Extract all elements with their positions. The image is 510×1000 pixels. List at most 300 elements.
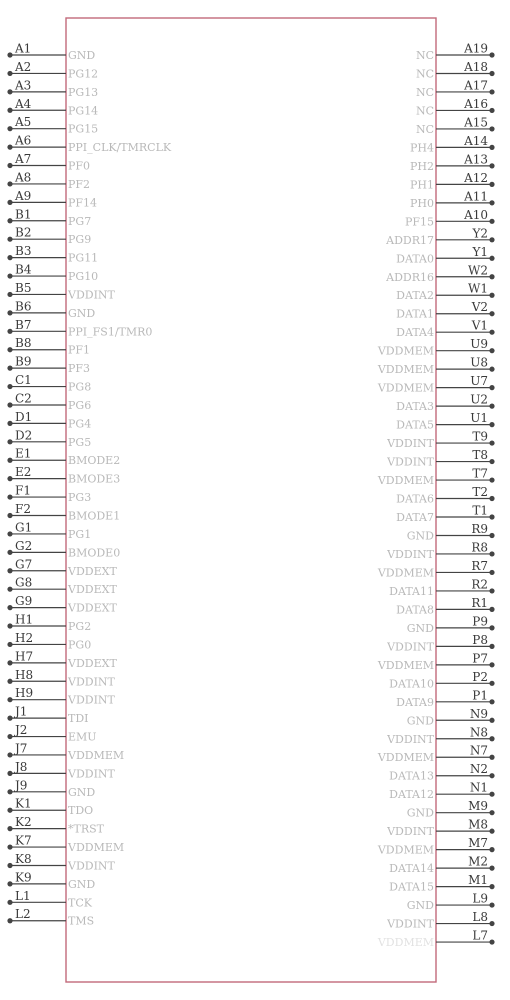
pin-name: NC bbox=[415, 85, 434, 99]
pin-name: TMS bbox=[68, 914, 95, 928]
right-pin-n2 bbox=[389, 762, 494, 783]
pin-name: NC bbox=[415, 122, 434, 136]
left-pin-h1 bbox=[7, 613, 91, 634]
pin-end-dot bbox=[7, 771, 12, 776]
pin-end-dot bbox=[489, 404, 494, 409]
right-pin-p9 bbox=[407, 614, 495, 635]
pin-number: P8 bbox=[472, 632, 488, 647]
pin-name: DATA7 bbox=[396, 511, 434, 524]
left-pin-j8 bbox=[7, 760, 115, 781]
pin-number: R8 bbox=[471, 540, 488, 555]
pin-number: A11 bbox=[464, 189, 488, 204]
pin-number: A16 bbox=[464, 96, 488, 111]
pin-name: DATA9 bbox=[396, 695, 434, 709]
pin-end-dot bbox=[489, 736, 494, 741]
pin-name: PG11 bbox=[68, 251, 99, 265]
left-pin-group bbox=[7, 42, 171, 928]
pin-number: A17 bbox=[464, 78, 488, 93]
pin-end-dot bbox=[489, 385, 494, 390]
pin-number: A5 bbox=[15, 115, 32, 130]
pin-name: ADDR17 bbox=[386, 233, 434, 247]
pin-number: K8 bbox=[15, 851, 32, 866]
pin-name: GND bbox=[68, 49, 96, 62]
pin-name: VDDMEM bbox=[377, 566, 434, 580]
pin-number: L8 bbox=[472, 910, 488, 925]
right-pin-w2 bbox=[385, 263, 494, 284]
right-pin-w1 bbox=[396, 282, 494, 303]
pin-name: VDDINT bbox=[387, 437, 434, 451]
pin-number: A8 bbox=[15, 170, 32, 185]
right-pin-a13 bbox=[410, 152, 495, 173]
right-pin-m2 bbox=[389, 855, 494, 876]
pin-name: PG10 bbox=[68, 270, 99, 284]
left-pin-b7 bbox=[7, 318, 152, 339]
pin-name: VDDMEM bbox=[377, 751, 434, 765]
right-pin-p1 bbox=[396, 688, 494, 709]
pin-number: T7 bbox=[472, 466, 488, 481]
right-pin-u2 bbox=[396, 393, 494, 414]
right-pin-n1 bbox=[389, 781, 494, 802]
right-pin-y2 bbox=[385, 226, 494, 247]
pin-name: PPI_FS1/TMR0 bbox=[68, 325, 153, 339]
pin-end-dot bbox=[7, 163, 12, 168]
pin-end-dot bbox=[7, 660, 12, 665]
pin-name: DATA12 bbox=[389, 788, 434, 802]
pin-number: U7 bbox=[470, 374, 488, 389]
pin-end-dot bbox=[489, 681, 494, 686]
left-pin-b3 bbox=[7, 244, 98, 265]
pin-end-dot bbox=[7, 752, 12, 757]
pin-name: PG1 bbox=[68, 527, 92, 541]
right-pin-t9 bbox=[386, 430, 494, 451]
pin-number: F2 bbox=[15, 502, 31, 516]
pin-name: DATA4 bbox=[396, 326, 434, 340]
pin-end-dot bbox=[7, 789, 12, 794]
pin-end-dot bbox=[7, 605, 12, 610]
left-pin-k8 bbox=[7, 852, 115, 873]
pin-end-dot bbox=[7, 71, 12, 76]
pin-name: DATA6 bbox=[396, 492, 434, 506]
pin-name: NC bbox=[415, 67, 434, 81]
left-pin-j9 bbox=[7, 778, 95, 799]
right-pin-l9 bbox=[407, 892, 495, 913]
pin-end-dot bbox=[489, 126, 494, 131]
pin-name: TDI bbox=[68, 712, 89, 726]
pin-end-dot bbox=[7, 329, 12, 334]
pin-end-dot bbox=[7, 181, 12, 186]
pin-name: PG5 bbox=[68, 435, 92, 449]
pin-end-dot bbox=[489, 884, 494, 889]
pin-name: DATA1 bbox=[396, 307, 434, 321]
pin-name: VDDMEM bbox=[377, 474, 434, 488]
pin-name: VDDMEM bbox=[68, 841, 125, 855]
pin-number: P2 bbox=[472, 669, 488, 684]
pin-name: PG3 bbox=[68, 491, 92, 505]
left-pin-k9 bbox=[7, 870, 95, 891]
pin-name: PG12 bbox=[68, 67, 99, 81]
left-pin-c2 bbox=[7, 391, 91, 412]
pin-end-dot bbox=[489, 662, 494, 667]
pin-number: U1 bbox=[470, 411, 488, 426]
pin-end-dot bbox=[7, 126, 12, 131]
pin-number: A15 bbox=[464, 115, 488, 130]
pin-number: R2 bbox=[471, 577, 488, 592]
right-pin-y1 bbox=[396, 245, 494, 266]
left-pin-b4 bbox=[7, 263, 98, 284]
pin-name: NC bbox=[415, 104, 434, 118]
pin-end-dot bbox=[7, 145, 12, 150]
pin-number: M2 bbox=[468, 854, 488, 869]
pin-end-dot bbox=[489, 902, 494, 907]
left-pin-h2 bbox=[7, 631, 91, 652]
right-pin-m9 bbox=[407, 799, 495, 820]
pin-number: P1 bbox=[472, 688, 488, 703]
pin-name: VDDMEM bbox=[377, 363, 434, 377]
pin-name: VDDEXT bbox=[68, 583, 117, 597]
pin-end-dot bbox=[7, 513, 12, 518]
pin-number: J9 bbox=[15, 778, 28, 793]
pin-name: VDDINT bbox=[387, 917, 434, 931]
pin-end-dot bbox=[7, 476, 12, 481]
left-pin-l2 bbox=[7, 907, 94, 928]
right-pin-a14 bbox=[410, 134, 495, 155]
pin-name: PF1 bbox=[68, 343, 91, 357]
right-pin-v2 bbox=[396, 300, 494, 321]
pin-name: *TRST bbox=[68, 822, 104, 836]
left-pin-a8 bbox=[7, 170, 90, 191]
pin-end-dot bbox=[489, 755, 494, 760]
pin-name: DATA10 bbox=[389, 677, 434, 691]
pin-number: K7 bbox=[15, 833, 32, 848]
pin-name: DATA15 bbox=[389, 880, 434, 894]
pin-end-dot bbox=[489, 829, 494, 834]
pin-end-dot bbox=[489, 699, 494, 704]
pin-number: B5 bbox=[15, 280, 32, 295]
pin-number: V2 bbox=[471, 300, 488, 315]
pin-name: PG7 bbox=[68, 214, 92, 228]
pin-end-dot bbox=[7, 900, 12, 905]
pin-name: VDDINT bbox=[387, 640, 434, 654]
pin-name: BMODE2 bbox=[68, 454, 121, 468]
left-pin-a3 bbox=[7, 78, 98, 99]
pin-number: L2 bbox=[15, 907, 31, 922]
right-pin-r8 bbox=[386, 540, 494, 561]
pin-number: G2 bbox=[15, 538, 33, 553]
pin-end-dot bbox=[489, 625, 494, 630]
pin-end-dot bbox=[489, 293, 494, 298]
pin-name: PF0 bbox=[68, 159, 91, 173]
pin-end-dot bbox=[489, 348, 494, 353]
pin-end-dot bbox=[7, 108, 12, 113]
pin-number: M9 bbox=[468, 799, 488, 814]
left-pin-j1 bbox=[7, 705, 88, 726]
right-pin-n8 bbox=[386, 725, 494, 746]
pin-end-dot bbox=[7, 918, 12, 923]
pin-end-dot bbox=[7, 881, 12, 886]
right-pin-r1 bbox=[396, 596, 494, 617]
pin-name: PG9 bbox=[68, 233, 92, 247]
pin-name: VDDEXT bbox=[68, 601, 117, 615]
right-pin-a11 bbox=[410, 189, 495, 210]
pin-name: VDDMEM bbox=[377, 344, 434, 358]
right-pin-m1 bbox=[389, 873, 494, 894]
pin-number: G1 bbox=[15, 520, 33, 535]
right-pin-v1 bbox=[396, 319, 494, 340]
right-pin-l8 bbox=[386, 910, 494, 931]
pin-end-dot bbox=[7, 273, 12, 278]
pin-number: H8 bbox=[15, 667, 34, 682]
pin-number: J7 bbox=[15, 741, 28, 756]
pin-end-dot bbox=[489, 496, 494, 501]
pin-number: A4 bbox=[15, 96, 32, 111]
pin-number: T2 bbox=[472, 485, 488, 500]
pin-end-dot bbox=[7, 697, 12, 702]
left-pin-j2 bbox=[7, 723, 96, 744]
pin-name: PG4 bbox=[68, 417, 92, 431]
pin-number: W2 bbox=[468, 263, 488, 278]
pin-name: PG2 bbox=[68, 620, 92, 634]
pin-end-dot bbox=[7, 679, 12, 684]
left-pin-f1 bbox=[7, 484, 91, 505]
pin-end-dot bbox=[489, 477, 494, 482]
pin-end-dot bbox=[489, 108, 494, 113]
pin-name: VDDMEM bbox=[377, 843, 434, 857]
pin-end-dot bbox=[489, 422, 494, 427]
pin-name: PF3 bbox=[68, 362, 91, 376]
pin-name: VDDMEM bbox=[377, 658, 434, 672]
pin-name: TCK bbox=[68, 896, 92, 910]
pin-name: VDDINT bbox=[68, 693, 115, 707]
pin-name: PH4 bbox=[410, 141, 434, 155]
pin-number: K9 bbox=[15, 870, 32, 885]
pin-name: BMODE1 bbox=[68, 509, 121, 523]
pin-number: J8 bbox=[15, 759, 28, 774]
left-pin-b5 bbox=[7, 281, 115, 302]
pin-name: BMODE0 bbox=[68, 546, 121, 560]
pin-end-dot bbox=[489, 773, 494, 778]
left-pin-a5 bbox=[7, 115, 98, 135]
pin-end-dot bbox=[489, 570, 494, 575]
pin-name: GND bbox=[406, 621, 434, 635]
pin-number: A9 bbox=[15, 188, 32, 203]
pin-end-dot bbox=[489, 847, 494, 852]
pin-name: GND bbox=[68, 877, 96, 891]
pin-name: GND bbox=[68, 306, 96, 320]
pin-number: A7 bbox=[15, 152, 32, 167]
pin-name: VDDMEM bbox=[377, 936, 434, 950]
pin-name: GND bbox=[406, 899, 434, 913]
pin-name: GND bbox=[68, 785, 96, 799]
pin-end-dot bbox=[7, 421, 12, 426]
pin-number: A14 bbox=[464, 133, 488, 148]
pin-number: Y2 bbox=[472, 226, 488, 241]
right-pin-a17 bbox=[416, 78, 495, 99]
pin-end-dot bbox=[7, 366, 12, 371]
pin-end-dot bbox=[489, 200, 494, 205]
pin-number: N7 bbox=[469, 743, 488, 758]
pin-end-dot bbox=[489, 939, 494, 944]
pin-end-dot bbox=[489, 644, 494, 649]
pin-number: F1 bbox=[15, 483, 31, 498]
pin-number: B9 bbox=[15, 354, 32, 369]
pin-number: A3 bbox=[15, 78, 32, 93]
pin-name: VDDINT bbox=[68, 288, 115, 302]
pin-end-dot bbox=[489, 367, 494, 372]
pin-name: EMU bbox=[68, 730, 97, 744]
pin-name: VDDINT bbox=[68, 767, 115, 781]
pin-number: R7 bbox=[471, 558, 488, 573]
pin-name: VDDINT bbox=[68, 859, 115, 873]
left-pin-g2 bbox=[7, 539, 120, 560]
pin-end-dot bbox=[489, 311, 494, 316]
right-pin-t2 bbox=[396, 485, 494, 506]
right-pin-r2 bbox=[389, 577, 494, 598]
pin-number: R9 bbox=[471, 521, 488, 536]
pin-end-dot bbox=[7, 494, 12, 499]
pin-name: PG15 bbox=[68, 122, 99, 136]
pin-number: E1 bbox=[15, 446, 32, 461]
right-pin-r9 bbox=[407, 522, 495, 543]
pin-end-dot bbox=[489, 792, 494, 797]
pin-end-dot bbox=[489, 533, 494, 538]
pin-number: G7 bbox=[15, 557, 33, 572]
pin-name: PF15 bbox=[404, 215, 434, 229]
pin-number: N2 bbox=[469, 762, 488, 777]
pin-number: A19 bbox=[464, 41, 488, 56]
pin-end-dot bbox=[7, 550, 12, 555]
pin-name: VDDEXT bbox=[68, 564, 117, 578]
pin-end-dot bbox=[489, 145, 494, 150]
pin-end-dot bbox=[7, 716, 12, 721]
right-pin-a18 bbox=[416, 60, 495, 81]
pin-number: H1 bbox=[15, 612, 34, 627]
pin-number: W1 bbox=[468, 281, 488, 296]
left-pin-g8 bbox=[7, 576, 117, 597]
pin-name: TDO bbox=[68, 804, 94, 818]
pin-number: T8 bbox=[472, 448, 488, 463]
pin-end-dot bbox=[489, 52, 494, 57]
pin-number: P9 bbox=[472, 614, 488, 629]
pin-end-dot bbox=[489, 607, 494, 612]
pin-end-dot bbox=[7, 347, 12, 352]
pin-end-dot bbox=[489, 163, 494, 168]
pin-end-dot bbox=[7, 734, 12, 739]
pin-end-dot bbox=[489, 256, 494, 261]
pin-name: DATA14 bbox=[389, 862, 434, 876]
pin-number: H7 bbox=[15, 649, 34, 664]
pin-name: VDDINT bbox=[68, 675, 115, 689]
pin-number: D2 bbox=[15, 428, 33, 443]
pin-end-dot bbox=[489, 718, 494, 723]
pin-number: P7 bbox=[472, 651, 488, 666]
pin-number: L9 bbox=[472, 891, 488, 906]
pin-name: PG0 bbox=[68, 638, 92, 652]
pin-number: H9 bbox=[15, 686, 34, 701]
pin-number: B3 bbox=[15, 244, 32, 259]
pin-end-dot bbox=[7, 89, 12, 94]
pin-name: DATA5 bbox=[396, 418, 434, 432]
pin-number: K1 bbox=[15, 796, 32, 811]
pin-name: DATA11 bbox=[389, 584, 434, 598]
pin-number: T1 bbox=[472, 503, 488, 518]
pin-name: ADDR16 bbox=[386, 270, 434, 284]
pin-name: GND bbox=[406, 806, 434, 820]
pin-number: N1 bbox=[469, 780, 488, 795]
pin-number: B2 bbox=[15, 225, 32, 240]
right-pin-a15 bbox=[416, 115, 495, 136]
right-pin-m8 bbox=[386, 818, 494, 839]
left-pin-b6 bbox=[7, 299, 95, 320]
pin-number: C2 bbox=[15, 391, 32, 406]
pin-name: DATA2 bbox=[396, 289, 434, 303]
pin-number: N8 bbox=[469, 725, 488, 740]
pin-end-dot bbox=[7, 808, 12, 813]
left-pin-d2 bbox=[7, 428, 91, 449]
pin-name: NC bbox=[415, 49, 434, 62]
pin-name: VDDINT bbox=[387, 825, 434, 839]
pin-end-dot bbox=[489, 440, 494, 445]
pin-name: PH2 bbox=[410, 159, 434, 173]
pin-name: PPI_CLK/TMRCLK bbox=[68, 141, 172, 155]
pin-number: R1 bbox=[471, 595, 488, 610]
pin-end-dot bbox=[489, 588, 494, 593]
pin-number: M1 bbox=[468, 873, 488, 888]
pin-name: VDDEXT bbox=[68, 656, 117, 670]
pin-end-dot bbox=[489, 514, 494, 519]
pin-number: D1 bbox=[15, 409, 33, 424]
pin-number: A12 bbox=[464, 170, 488, 185]
pin-number: T9 bbox=[472, 429, 488, 444]
pin-number: N9 bbox=[469, 706, 488, 721]
pin-number: J2 bbox=[15, 723, 28, 738]
pin-end-dot bbox=[489, 219, 494, 224]
pin-number: G8 bbox=[15, 575, 33, 590]
left-pin-g7 bbox=[7, 557, 117, 578]
right-pin-u1 bbox=[396, 411, 494, 432]
pin-end-dot bbox=[7, 844, 12, 849]
pin-number: A13 bbox=[464, 152, 488, 167]
pin-end-dot bbox=[489, 459, 494, 464]
pin-name: PG14 bbox=[68, 104, 99, 118]
pin-end-dot bbox=[7, 623, 12, 628]
pin-end-dot bbox=[7, 310, 12, 315]
pin-end-dot bbox=[489, 71, 494, 76]
right-pin-a12 bbox=[410, 171, 495, 192]
pin-name: VDDINT bbox=[387, 732, 434, 746]
pin-name: DATA13 bbox=[389, 769, 434, 783]
pin-end-dot bbox=[7, 642, 12, 647]
pin-name: DATA0 bbox=[396, 252, 434, 266]
left-pin-e2 bbox=[7, 465, 120, 486]
pin-number: J1 bbox=[15, 704, 28, 719]
right-pin-a19 bbox=[416, 42, 495, 63]
pin-end-dot bbox=[7, 826, 12, 831]
pin-end-dot bbox=[7, 255, 12, 260]
pin-end-dot bbox=[7, 52, 12, 57]
pin-number: V1 bbox=[471, 318, 488, 333]
left-pin-e1 bbox=[7, 447, 120, 468]
pin-name: PG8 bbox=[68, 380, 92, 394]
pin-name: DATA8 bbox=[396, 603, 434, 617]
component-body bbox=[66, 18, 436, 982]
pin-number: L1 bbox=[15, 888, 31, 903]
pin-number: E2 bbox=[15, 465, 32, 480]
pin-end-dot bbox=[489, 810, 494, 815]
pin-number: L7 bbox=[472, 928, 488, 943]
left-pin-l1 bbox=[7, 889, 92, 910]
pin-end-dot bbox=[7, 587, 12, 592]
pin-end-dot bbox=[7, 218, 12, 223]
